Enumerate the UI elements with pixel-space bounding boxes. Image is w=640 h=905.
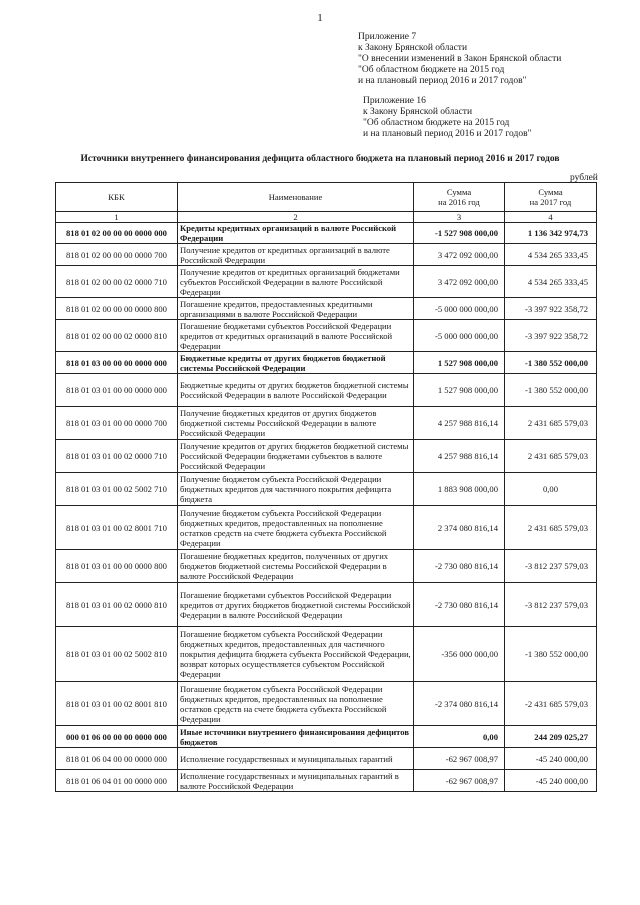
column-number: 3	[414, 212, 505, 223]
header-sum-2017-line2: на 2017 год	[529, 197, 572, 207]
name-cell: Получение кредитов от других бюджетов бюджетной системы Российской Федерации бюджетами субъектов в валюте Российской Федерации	[178, 440, 414, 473]
table-body	[56, 223, 597, 792]
name-cell: Иные источники внутреннего финансирования дефицитов бюджетов	[178, 726, 414, 748]
name-cell: Бюджетные кредиты от других бюджетов бюджетной системы Российской Федерации в валюте Российской Федерации	[178, 374, 414, 407]
kbk-cell: 818 01 03 01 00 00 0000 700	[56, 407, 178, 440]
table-row	[56, 374, 597, 407]
document-title: Источники внутреннего финансирования дефицита областного бюджета на плановый период 2016 и 2017 годов	[80, 154, 560, 164]
column-number: 2	[178, 212, 414, 223]
appendix-7-line: "О внесении изменений в Закон Брянской области	[358, 54, 562, 64]
appendix-16-block	[363, 96, 531, 140]
sum-2016-cell: -62 967 008,97	[414, 748, 505, 770]
name-cell: Погашение бюджетных кредитов, полученных от других бюджетов бюджетной системы Российской Федерации в валюте Российской Федерации	[178, 550, 414, 583]
table-row	[56, 244, 597, 266]
name-cell: Получение бюджетом субъекта Российской Федерации бюджетных кредитов для частичного покрытия дефицита бюджета	[178, 473, 414, 506]
kbk-cell: 818 01 06 04 01 00 0000 000	[56, 770, 178, 792]
table-row	[56, 298, 597, 320]
table-row	[56, 266, 597, 298]
table-row	[56, 223, 597, 244]
kbk-cell: 000 01 06 00 00 00 0000 000	[56, 726, 178, 748]
sum-2017-cell: -1 380 552 000,00	[505, 352, 597, 374]
sum-2017-cell: -3 812 237 579,03	[505, 583, 597, 627]
kbk-cell: 818 01 03 01 00 02 8001 710	[56, 506, 178, 550]
sum-2016-cell: -5 000 000 000,00	[414, 298, 505, 320]
kbk-cell: 818 01 03 01 00 02 0000 810	[56, 583, 178, 627]
sum-2017-cell: 2 431 685 579,03	[505, 440, 597, 473]
table-row	[56, 627, 597, 682]
sum-2016-cell: 4 257 988 816,14	[414, 440, 505, 473]
sum-2017-cell: -45 240 000,00	[505, 748, 597, 770]
sum-2017-cell: 244 209 025,27	[505, 726, 597, 748]
sum-2016-cell: -2 730 080 816,14	[414, 583, 505, 627]
kbk-cell: 818 01 02 00 00 00 0000 700	[56, 244, 178, 266]
name-cell: Исполнение государственных и муниципальных гарантий	[178, 748, 414, 770]
name-cell: Погашение бюджетом субъекта Российской Федерации бюджетных кредитов, предоставленных на пополнение остатков средств на счете бюджета субъекта Российской Федерации	[178, 682, 414, 726]
table-row	[56, 726, 597, 748]
sum-2016-cell: 4 257 988 816,14	[414, 407, 505, 440]
header-sum-2017	[505, 183, 597, 212]
name-cell: Погашение бюджетами субъектов Российской Федерации кредитов от кредитных организаций в валюте Российской Федерации	[178, 320, 414, 352]
page-number: 1	[317, 12, 323, 24]
kbk-cell: 818 01 02 00 00 02 0000 810	[56, 320, 178, 352]
appendix-16-line: "Об областном бюджете на 2015 год	[363, 118, 510, 128]
appendix-7-line: "Об областном бюджете на 2015 год	[358, 65, 505, 75]
header-sum-2016	[414, 183, 505, 212]
header-kbk: КБК	[56, 183, 178, 212]
kbk-cell: 818 01 02 00 00 00 0000 800	[56, 298, 178, 320]
kbk-cell: 818 01 03 01 00 00 0000 000	[56, 374, 178, 407]
sum-2017-cell: -1 380 552 000,00	[505, 627, 597, 682]
table-row	[56, 473, 597, 506]
sum-2016-cell: 1 527 908 000,00	[414, 374, 505, 407]
sum-2017-cell: 4 534 265 333,45	[505, 266, 597, 298]
sum-2016-cell: 3 472 092 000,00	[414, 266, 505, 298]
sum-2017-cell: -3 397 922 358,72	[505, 298, 597, 320]
kbk-cell: 818 01 03 01 00 02 8001 810	[56, 682, 178, 726]
table-row	[56, 550, 597, 583]
kbk-cell: 818 01 06 04 00 00 0000 000	[56, 748, 178, 770]
sum-2017-cell: -3 397 922 358,72	[505, 320, 597, 352]
kbk-cell: 818 01 03 01 00 02 5002 710	[56, 473, 178, 506]
name-cell: Получение бюджетом субъекта Российской Федерации бюджетных кредитов, предоставленных на пополнение остатков средств на счете бюджета субъекта Российской Федерации	[178, 506, 414, 550]
sum-2017-cell: 1 136 342 974,73	[505, 223, 597, 244]
name-cell: Получение кредитов от кредитных организаций в валюте Российской Федерации	[178, 244, 414, 266]
appendix-7-line: к Закону Брянской области	[358, 43, 468, 53]
kbk-cell: 818 01 03 01 00 02 0000 710	[56, 440, 178, 473]
column-number: 4	[505, 212, 597, 223]
sum-2016-cell: 3 472 092 000,00	[414, 244, 505, 266]
name-cell: Погашение кредитов, предоставленных кредитными организациями в валюте Российской Федерации	[178, 298, 414, 320]
table-row	[56, 770, 597, 792]
name-cell: Бюджетные кредиты от других бюджетов бюджетной системы Российской Федерации	[178, 352, 414, 374]
table-row	[56, 352, 597, 374]
sum-2017-cell: -3 812 237 579,03	[505, 550, 597, 583]
sum-2017-cell: -2 431 685 579,03	[505, 682, 597, 726]
sum-2017-cell: 4 534 265 333,45	[505, 244, 597, 266]
table-row	[56, 407, 597, 440]
sum-2016-cell: -356 000 000,00	[414, 627, 505, 682]
sum-2016-cell: 1 883 908 000,00	[414, 473, 505, 506]
sum-2017-cell: 2 431 685 579,03	[505, 407, 597, 440]
kbk-cell: 818 01 02 00 00 02 0000 710	[56, 266, 178, 298]
column-number: 1	[56, 212, 178, 223]
sum-2016-cell: 0,00	[414, 726, 505, 748]
currency-unit: рублей	[570, 173, 598, 183]
sum-2016-cell: 1 527 908 000,00	[414, 352, 505, 374]
header-sum-2016-line2: на 2016 год	[438, 197, 480, 207]
sum-2016-cell: 2 374 080 816,14	[414, 506, 505, 550]
table-row	[56, 440, 597, 473]
kbk-cell: 818 01 03 01 00 02 5002 810	[56, 627, 178, 682]
appendix-7-block	[358, 32, 561, 87]
sum-2016-cell: -62 967 008,97	[414, 770, 505, 792]
sum-2017-cell: 2 431 685 579,03	[505, 506, 597, 550]
name-cell: Исполнение государственных и муниципальных гарантий в валюте Российской Федерации	[178, 770, 414, 792]
sum-2017-cell: -45 240 000,00	[505, 770, 597, 792]
sum-2016-cell: -2 374 080 816,14	[414, 682, 505, 726]
header-sum-2016-line1: Сумма	[446, 187, 472, 197]
sum-2016-cell: -5 000 000 000,00	[414, 320, 505, 352]
name-cell: Получение кредитов от кредитных организаций бюджетами субъектов Российской Федерации в валюте Российской Федерации	[178, 266, 414, 298]
sum-2017-cell: 0,00	[505, 473, 597, 506]
name-cell: Получение бюджетных кредитов от других бюджетов бюджетной системы Российской Федерации в валюте Российской Федерации	[178, 407, 414, 440]
appendix-16-line: и на плановый период 2016 и 2017 годов"	[363, 129, 532, 139]
sum-2017-cell: -1 380 552 000,00	[505, 374, 597, 407]
name-cell: Погашение бюджетом субъекта Российской Федерации бюджетных кредитов, предоставленных для частичного покрытия дефицита бюджета субъекта Российской Федерации, возврат которых осуществляется субъектом Российской Федерации	[178, 627, 414, 682]
sum-2016-cell: -2 730 080 816,14	[414, 550, 505, 583]
sum-2016-cell: -1 527 908 000,00	[414, 223, 505, 244]
header-sum-2017-line1: Сумма	[538, 187, 563, 197]
table-row	[56, 506, 597, 550]
financing-sources-table	[55, 182, 597, 792]
kbk-cell: 818 01 02 00 00 00 0000 000	[56, 223, 178, 244]
table-row	[56, 320, 597, 352]
header-name: Наименование	[178, 183, 414, 212]
table-row	[56, 682, 597, 726]
appendix-7-line: и на плановый период 2016 и 2017 годов"	[358, 76, 527, 86]
appendix-16-line: к Закону Брянской области	[363, 107, 473, 117]
name-cell: Погашение бюджетами субъектов Российской Федерации кредитов от других бюджетов бюджетной системы Российской Федерации в валюте Российской Федерации	[178, 583, 414, 627]
appendix-7-line: Приложение 7	[358, 32, 417, 42]
kbk-cell: 818 01 03 00 00 00 0000 000	[56, 352, 178, 374]
table-row	[56, 583, 597, 627]
appendix-16-line: Приложение 16	[363, 96, 426, 106]
table-row	[56, 748, 597, 770]
kbk-cell: 818 01 03 01 00 00 0000 800	[56, 550, 178, 583]
name-cell: Кредиты кредитных организаций в валюте Российской Федерации	[178, 223, 414, 244]
